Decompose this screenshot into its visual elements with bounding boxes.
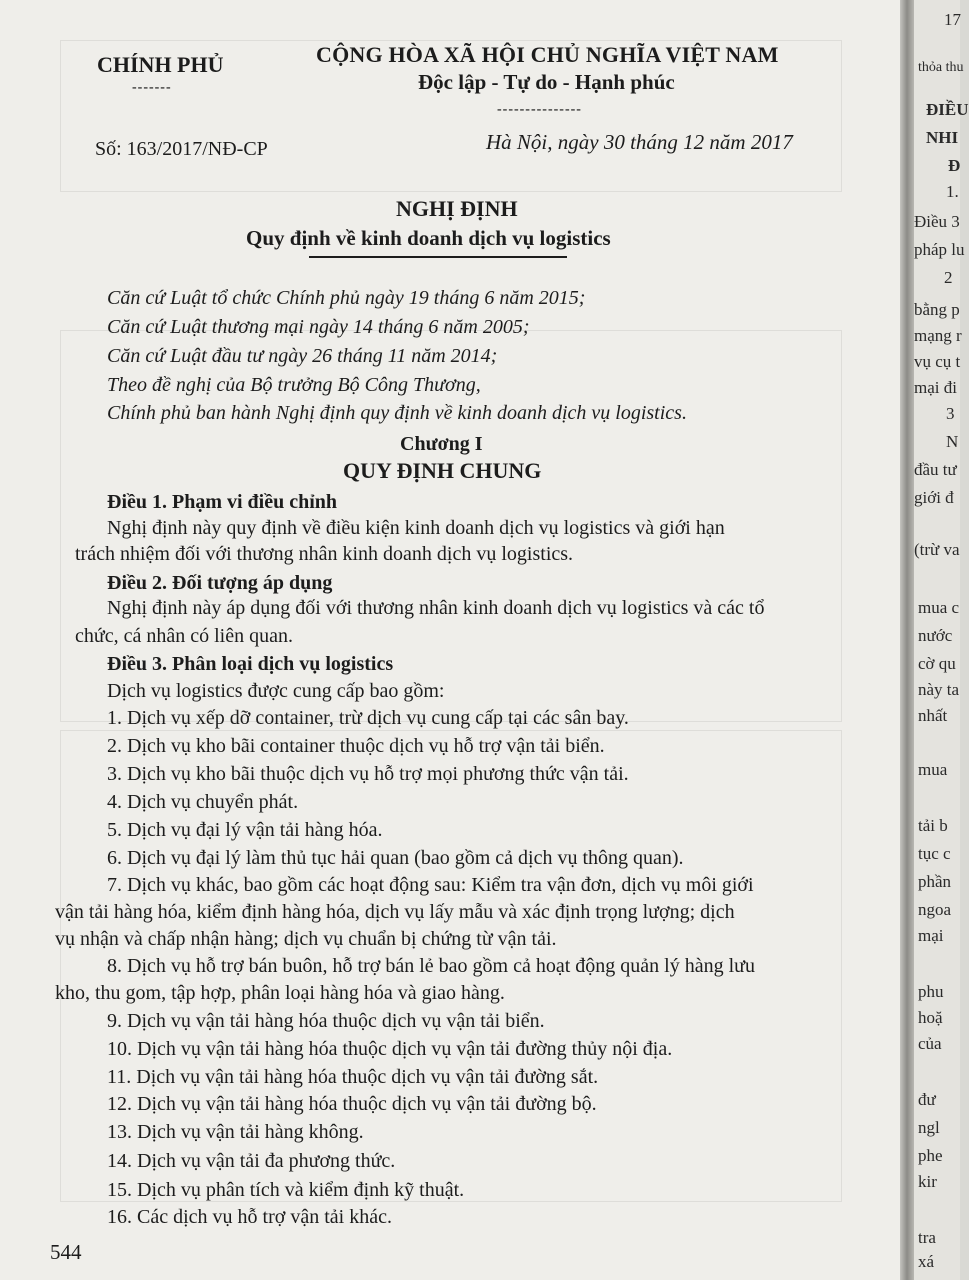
list-item: 8. Dịch vụ hỗ trợ bán buôn, hỗ trợ bán lẻ bao gồm cả hoạt động quản lý hàng lưu (107, 955, 755, 977)
list-item: 13. Dịch vụ vận tải hàng không. (107, 1121, 364, 1143)
adjacent-page-fragment: nhất (918, 706, 948, 725)
preamble-line: Căn cứ Luật đầu tư ngày 26 tháng 11 năm 2014; (107, 345, 498, 367)
adjacent-page-edge (914, 0, 969, 1280)
adjacent-page-fragment: ngoa (918, 900, 952, 919)
article-1-heading: Điều 1. Phạm vi điều chỉnh (107, 491, 338, 513)
adjacent-page-fragment: phu (918, 982, 944, 1001)
list-item: 2. Dịch vụ kho bãi container thuộc dịch vụ hỗ trợ vận tải biển. (107, 735, 605, 757)
adjacent-page-fragment: 3 (946, 404, 955, 423)
adjacent-page-fragment: xá (918, 1252, 935, 1271)
adjacent-page-fragment: vụ cụ t (914, 352, 961, 371)
preamble-line: Căn cứ Luật tổ chức Chính phủ ngày 19 tháng 6 năm 2015; (107, 287, 586, 309)
list-item: 7. Dịch vụ khác, bao gồm các hoạt động sau: Kiểm tra vận đơn, dịch vụ môi giới (107, 874, 754, 896)
document-type: NGHỊ ĐỊNH (396, 196, 518, 221)
list-item: 11. Dịch vụ vận tải hàng hóa thuộc dịch vụ vận tải đường sắt. (107, 1066, 599, 1088)
list-item: 14. Dịch vụ vận tải đa phương thức. (107, 1150, 396, 1172)
adjacent-page-fragment: bằng p (914, 300, 960, 319)
adjacent-page-fragment: mua (918, 760, 948, 779)
adjacent-page-fragment: đư (918, 1090, 936, 1109)
adjacent-page-fragment: NHI (926, 128, 959, 147)
agency-divider: ------- (132, 80, 172, 95)
list-item-continued: vận tải hàng hóa, kiểm định hàng hóa, dịch vụ lấy mẫu và xác định trọng lượng; dịch (55, 901, 735, 923)
list-item: 16. Các dịch vụ hỗ trợ vận tải khác. (107, 1206, 392, 1228)
article-2-heading: Điều 2. Đối tượng áp dụng (107, 572, 333, 594)
place-and-date: Hà Nội, ngày 30 tháng 12 năm 2017 (486, 130, 793, 154)
list-item: 9. Dịch vụ vận tải hàng hóa thuộc dịch vụ vận tải biển. (107, 1010, 545, 1032)
agency-name: CHÍNH PHỦ (97, 52, 224, 77)
adjacent-page-fragment: Đ (948, 156, 961, 175)
adjacent-page-fragment: 2 (944, 268, 953, 287)
adjacent-page-fragment: mua c (918, 598, 960, 617)
adjacent-page-fragment: tục c (918, 844, 951, 863)
article-2-text: chức, cá nhân có liên quan. (75, 625, 293, 647)
chapter-title: QUY ĐỊNH CHUNG (343, 458, 542, 483)
adjacent-page-fragment: 1. (946, 182, 959, 201)
adjacent-page-fragment: giới đ (914, 488, 954, 507)
adjacent-page-fragment: Điều 3 (914, 212, 960, 231)
adjacent-page-fragment: pháp lu (914, 240, 965, 259)
article-2-text: Nghị định này áp dụng đối với thương nhân kinh doanh dịch vụ logistics và các tổ (107, 597, 765, 619)
adjacent-page-fragment: hoặ (918, 1008, 943, 1027)
adjacent-page-fragment: ngl (918, 1118, 940, 1137)
motto-divider: --------------- (497, 102, 582, 117)
adjacent-page-fragment: đầu tư (914, 460, 957, 479)
adjacent-page-fragment: nước (918, 626, 953, 645)
preamble-line: Chính phủ ban hành Nghị định quy định về kinh doanh dịch vụ logistics. (107, 402, 687, 424)
page-number: 544 (50, 1240, 82, 1264)
adjacent-page-fragment: của (918, 1034, 942, 1053)
list-item: 15. Dịch vụ phân tích và kiểm định kỹ thuật. (107, 1179, 465, 1201)
document-number: Số: 163/2017/NĐ-CP (95, 138, 268, 160)
book-gutter (900, 0, 914, 1280)
article-1-text: trách nhiệm đối với thương nhân kinh doanh dịch vụ logistics. (75, 543, 574, 565)
list-item-continued: vụ nhận và chấp nhận hàng; dịch vụ chuẩn bị chứng từ vận tải. (55, 928, 557, 950)
adjacent-page-fragment: N (946, 432, 959, 451)
adjacent-page-fragment: mạng r (914, 326, 962, 345)
adjacent-page-fragment: tra (918, 1228, 936, 1247)
document-subject: Quy định về kinh doanh dịch vụ logistics (246, 226, 611, 250)
national-motto: Độc lập - Tự do - Hạnh phúc (418, 70, 675, 94)
article-3-heading: Điều 3. Phân loại dịch vụ logistics (107, 653, 394, 675)
chapter-label: Chương I (400, 433, 483, 455)
adjacent-page-fragment: ĐIỀU (926, 100, 969, 119)
adjacent-page-fragment: phe (918, 1146, 943, 1165)
preamble-line: Theo đề nghị của Bộ trưởng Bộ Công Thương, (107, 374, 481, 396)
adjacent-page-fragment: mại đi (914, 378, 957, 397)
country-name: CỘNG HÒA XÃ HỘI CHỦ NGHĨA VIỆT NAM (316, 42, 779, 67)
adjacent-page-fragment: này ta (918, 680, 960, 699)
list-item: 4. Dịch vụ chuyển phát. (107, 791, 299, 813)
adjacent-page-fragment: kir (918, 1172, 937, 1191)
list-item: 12. Dịch vụ vận tải hàng hóa thuộc dịch vụ vận tải đường bộ. (107, 1093, 597, 1115)
subject-underline (309, 256, 567, 258)
adjacent-page-fragment: cờ qu (918, 654, 956, 673)
list-item: 1. Dịch vụ xếp dỡ container, trừ dịch vụ cung cấp tại các sân bay. (107, 707, 629, 729)
preamble-line: Căn cứ Luật thương mại ngày 14 tháng 6 năm 2005; (107, 316, 530, 338)
list-item: 10. Dịch vụ vận tải hàng hóa thuộc dịch vụ vận tải đường thủy nội địa. (107, 1038, 673, 1060)
list-item: 3. Dịch vụ kho bãi thuộc dịch vụ hỗ trợ mọi phương thức vận tải. (107, 763, 629, 785)
article-3-intro: Dịch vụ logistics được cung cấp bao gồm: (107, 680, 445, 702)
list-item-continued: kho, thu gom, tập hợp, phân loại hàng hóa và giao hàng. (55, 982, 505, 1004)
adjacent-page-fragment: phần (918, 872, 952, 891)
list-item: 6. Dịch vụ đại lý làm thủ tục hải quan (bao gồm cả dịch vụ thông quan). (107, 847, 684, 869)
adjacent-page-fragment: (trừ va (914, 540, 960, 559)
article-1-text: Nghị định này quy định về điều kiện kinh doanh dịch vụ logistics và giới hạn (107, 517, 725, 539)
list-item: 5. Dịch vụ đại lý vận tải hàng hóa. (107, 819, 383, 841)
adjacent-page-fragment: mại (918, 926, 944, 945)
adjacent-page-fragment: 17 (944, 10, 961, 29)
adjacent-page-fragment: tải b (918, 816, 948, 835)
adjacent-page-fragment: thỏa thu (918, 60, 964, 75)
